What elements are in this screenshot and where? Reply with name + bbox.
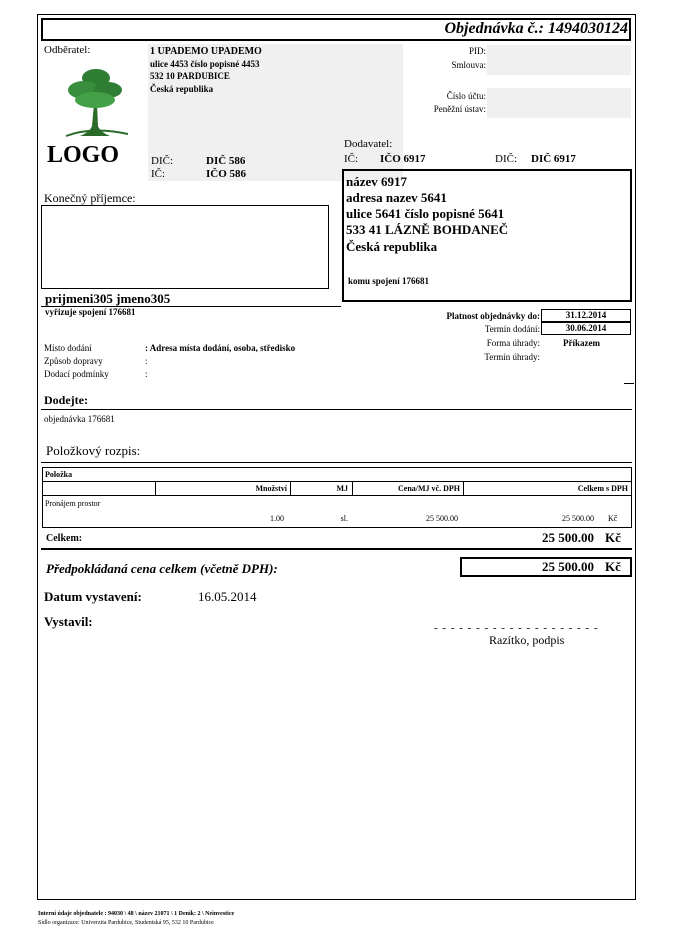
delivery-term-value: 30.06.2014 [541,322,631,335]
conditions-label: Dodací podmínky [44,369,109,379]
transport-value: : [145,356,148,366]
items-table [42,467,632,528]
table-row-currency: Kč [608,514,618,523]
recipient-label: Konečný příjemce: [44,191,136,205]
place-label: Místo dodání [44,343,92,353]
expected-price-currency: Kč [605,559,621,574]
items-header-line-1 [42,481,632,482]
valid-value: 31.12.2014 [541,309,631,322]
conditions-value: : [145,369,148,379]
customer-label: Odběratel: [44,44,91,56]
col-unit-header: MJ [336,484,348,493]
supplier-contact: komu spojení 176681 [348,276,430,286]
supplier-address: adresa nazev 5641 [346,190,447,205]
issued-label: Datum vystavení: [44,589,142,604]
payment-value: Příkazem [563,338,600,348]
supplier-country: Česká republika [346,239,438,254]
col-price-header: Cena/MJ vč. DPH [398,484,460,493]
issuer-label: Vystavil: [44,614,93,629]
recipient-handler: vyřizuje spojení 176681 [45,307,136,317]
items-total-label: Celkem: [46,533,83,544]
supplier-dic-value: DIČ 6917 [531,153,576,165]
bank-label: Peněžní ústav: [433,104,486,114]
logo-text: LOGO [47,142,120,168]
stamp-label: Razítko, podpis [489,633,565,647]
stamp-line: - - - - - - - - - - - - - - - - - - - - [434,622,599,634]
supplier-name: název 6917 [346,174,408,189]
customer-city: 532 10 PARDUBICE [150,71,230,81]
table-row-unit: sl. [340,514,348,523]
footer-line-1: Interní údaje objednatele : 94030 \ 48 \ název 21071 \ 1 Deník: 2 \ Neinvestice [38,911,235,917]
items-total-currency: Kč [605,530,621,545]
meta-account-shade [487,88,631,118]
customer-country: Česká republika [150,84,214,94]
items-col-divider-4 [463,481,464,495]
items-total-rule [41,548,632,550]
contract-label: Smlouva: [451,60,486,70]
items-col-divider-1 [155,481,156,495]
items-total-value: 25 500.00 [542,530,594,545]
table-row-name: Pronájem prostor [45,499,101,508]
issued-value: 16.05.2014 [198,589,257,604]
side-tick [624,383,634,384]
meta-pid-shade [487,45,631,75]
supplier-street: ulice 5641 číslo popisné 5641 [346,206,505,221]
supplier-ic-value: IČO 6917 [380,153,426,165]
payment-term-label: Termín úhrady: [484,352,540,362]
customer-ic-value: IČO 586 [206,168,247,180]
order-title: Objednávka č.: 1494030124 [444,20,628,37]
items-col-divider-3 [352,481,353,495]
supplier-label: Dodavatel: [344,138,393,150]
customer-street: ulice 4453 číslo popisné 4453 [150,59,260,69]
deliver-label: Dodejte: [44,393,88,407]
supplier-ic-label: IČ: [344,153,359,165]
expected-price-label: Předpokládaná cena celkem (včetně DPH): [46,561,278,576]
customer-dic-value: DIČ 586 [206,155,246,167]
deliver-divider [41,409,632,410]
valid-label: Platnost objednávky do: [446,311,540,321]
items-section-label: Položkový rozpis: [46,443,141,458]
col-total-header: Celkem s DPH [577,484,628,493]
table-row-qty: 1.00 [270,514,284,523]
recipient-box [41,205,329,289]
transport-label: Způsob dopravy [44,356,103,366]
customer-name: 1 UPADEMO UPADEMO [150,46,262,57]
table-row-price: 25 500.00 [426,514,458,523]
supplier-city: 533 41 LÁZNĚ BOHDANEČ [346,222,509,237]
footer-line-2: Sídlo organizace: Univerzita Pardubice, Studentská 95, 532 10 Pardubice [38,920,214,926]
expected-price-value: 25 500.00 [542,559,594,574]
payment-label: Forma úhrady: [486,338,540,348]
delivery-term-label: Termín dodání: [484,324,540,334]
tree-logo-icon [62,66,132,138]
col-item-header: Položka [45,470,73,479]
table-row-total: 25 500.00 [562,514,594,523]
col-qty-header: Množství [255,484,287,493]
items-section-divider [41,462,632,463]
account-label: Číslo účtu: [446,91,486,101]
pid-label: PID: [468,46,486,56]
deliver-text: objednávka 176681 [44,414,115,424]
items-header-line-2 [42,495,632,496]
customer-ic-label: IČ: [151,168,166,180]
supplier-dic-label: DIČ: [495,153,517,165]
items-col-divider-2 [290,481,291,495]
recipient-name: prijmeni305 jmeno305 [45,291,171,306]
customer-dic-label: DIČ: [151,155,173,167]
place-value: : Adresa místa dodání, osoba, středisko [145,343,296,353]
